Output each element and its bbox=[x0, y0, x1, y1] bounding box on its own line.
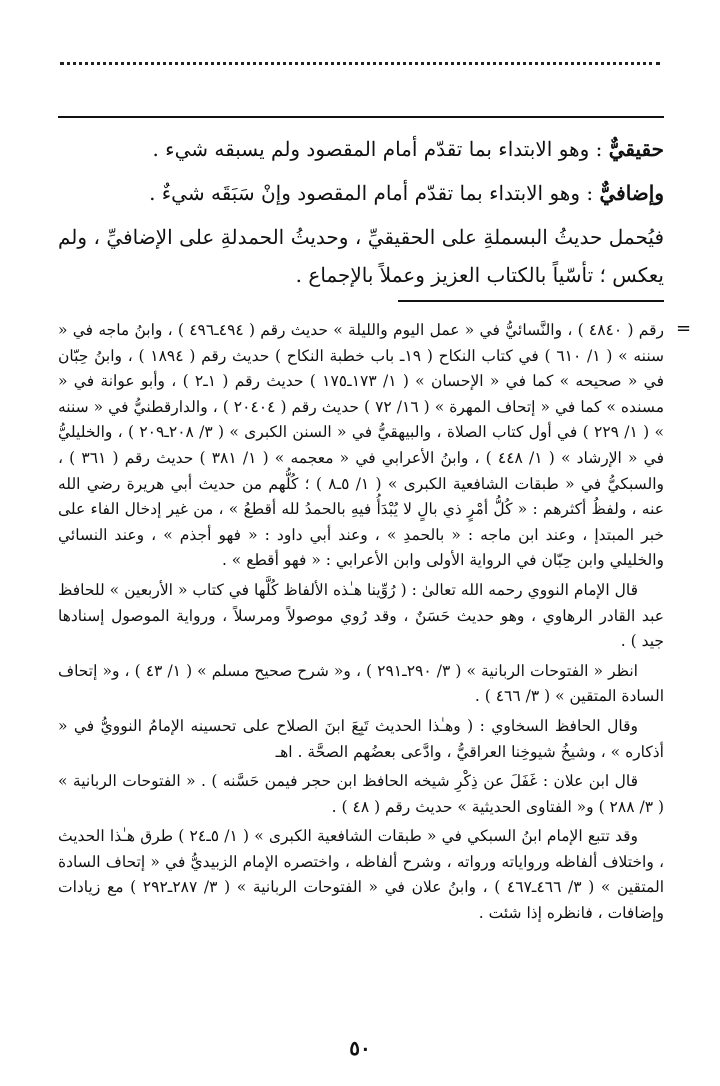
footnote-separator bbox=[398, 300, 664, 302]
footnotes bbox=[58, 318, 664, 931]
header-rule bbox=[58, 116, 664, 118]
term-haqiqi: حقيقيٌّ bbox=[608, 137, 664, 161]
paragraph-conclusion: فيُحمل حديثُ البسملةِ على الحقيقيِّ ، وحديثُ الحمدلةِ على الإضافيِّ ، ولم يعكس ؛ تأسّياً بالكتاب العزيز وعملاً بالإجماع . bbox=[58, 225, 664, 287]
footnote-continuation-marker: = bbox=[676, 318, 692, 339]
footnote-nawawi: قال الإمام النووي رحمه الله تعالىٰ : ( رُوِّينا هـٰذه الألفاظ كُلَّها في كتاب « الأربعين » للحافظ عبد القادر الرهاوي ، وهو حديث حَسَنٌ ، وقد رُوي موصولاً ومرسلاً ، ورواية الموصول إسنادها جيد ) . bbox=[58, 580, 664, 651]
paragraph-haqiqi bbox=[58, 130, 664, 168]
footnote-references: انظر « الفتوحات الربانية » ( ٣/ ٢٩٠ـ٢٩١ ) ، و« شرح صحيح مسلم » ( ١/ ٤٣ ) ، و« إتحاف السادة المتقين » ( ٣/ ٤٦٦ ) . bbox=[58, 661, 664, 706]
paragraph-idafi bbox=[58, 174, 664, 212]
definition-idafi: : وهو الابتداء بما تقدّم أمام المقصود وإنْ سَبَقَه شيءٌ . bbox=[149, 181, 600, 205]
footnote-hadith-sources: رقم ( ٤٨٤٠ ) ، والنَّسائيُّ في « عمل اليوم والليلة » حديث رقم ( ٤٩٤ـ٤٩٦ ) ، وابنُ ماجه في « سننه » ( ١/ ٦١٠ ) في كتاب النكاح ( ١٩ـ باب خطبة النكاح ) حديث رقم ( ١٨٩٤ ) ، وابنُ حِبّان في « صحيحه » كما في « الإحسان » ( ١/ ١٧٣ـ١٧٥ ) حديث رقم ( ١ـ٢ ) ، وأبو عوانة في « مسنده » كما في « إتحاف المهرة » ( ١٦/ ٧٢ ) حديث رقم ( ٢٠٤٠٤ ) ، والدارقطنيُّ في « سننه » ( ١/ ٢٢٩ ) في أول كتاب الصلاة ، والبيهقيُّ في « السنن الكبرى » ( ٣/ ٢٠٨ـ٢٠٩ ) ، والخليليُّ في « الإرشاد » ( ١/ ٤٤٨ ) ، وابنُ الأعرابي في « معجمه » ( ١/ ٣٨١ ) حديث رقم ( ٣٦١ ) ، والسبكيُّ في « طبقات الشافعية الكبرى » ( ١/ ٥ـ٨ ) ؛ كُلُّهم من حديث أبي هريرة رضي الله عنه ، ولفظُ أكثرهم : « كُلُّ أمْرٍ ذي بالٍ لا يُبْدَأُ فيهِ بالحمدُ لله أقطعُ » ، من غير إدخال الفاء على خبر المبتدإ ، وعند ابن ماجه : « بالحمدِ » ، وعند أبي داود : « فهو أجذم » ، وعند النسائي والخليلي وابن حِبّان في الرواية الأولى وابن الأعرابي : « فهو أقطع » . bbox=[58, 321, 664, 570]
top-dotted-rule bbox=[60, 62, 660, 65]
footnote-ibn-allan: قال ابن علان : غَفَلَ عن ذِكْرِ شيخه الحافظ ابن حجر فيمن حَسَّنه ) . « الفتوحات الربانية » ( ٣/ ٢٨٨ ) و« الفتاوى الحديثية » حديث رقم ( ٤٨ ) . bbox=[58, 772, 664, 816]
footnote-sakhawi: وقال الحافظ السخاوي : ( وهـٰذا الحديث تَبِعَ ابنَ الصلاح على تحسينه الإمامُ النوويُّ في « أذكاره » ، وشيخُ شيوخِنا العراقيُّ ، وادَّعى بعضُهم الصحَّة . اهـ bbox=[58, 716, 664, 761]
footnote-subki: وقد تتبع الإمام ابنُ السبكي في « طبقات الشافعية الكبرى » ( ١/ ٥ـ٢٤ ) طرق هـٰذا الحديث ، واختلاف ألفاظه ورواياته ورواته ، وشرح ألفاظه ، واختصره الإمام الزبيديُّ في « إتحاف السادة المتقين » ( ٣/ ٤٦٦ـ٤٦٧ ) ، وابنُ علان في « الفتوحات الربانية » ( ٣/ ٢٨٧ـ٢٩٢ ) مع زيادات وإضافات ، فانظره إذا شئت . bbox=[58, 827, 665, 923]
term-idafi: وإضافيٌّ bbox=[599, 181, 664, 205]
main-text bbox=[58, 130, 664, 300]
page-number: ٥٠ bbox=[349, 1036, 371, 1060]
definition-haqiqi: : وهو الابتداء بما تقدّم أمام المقصود ولم يسبقه شيء . bbox=[152, 137, 609, 161]
